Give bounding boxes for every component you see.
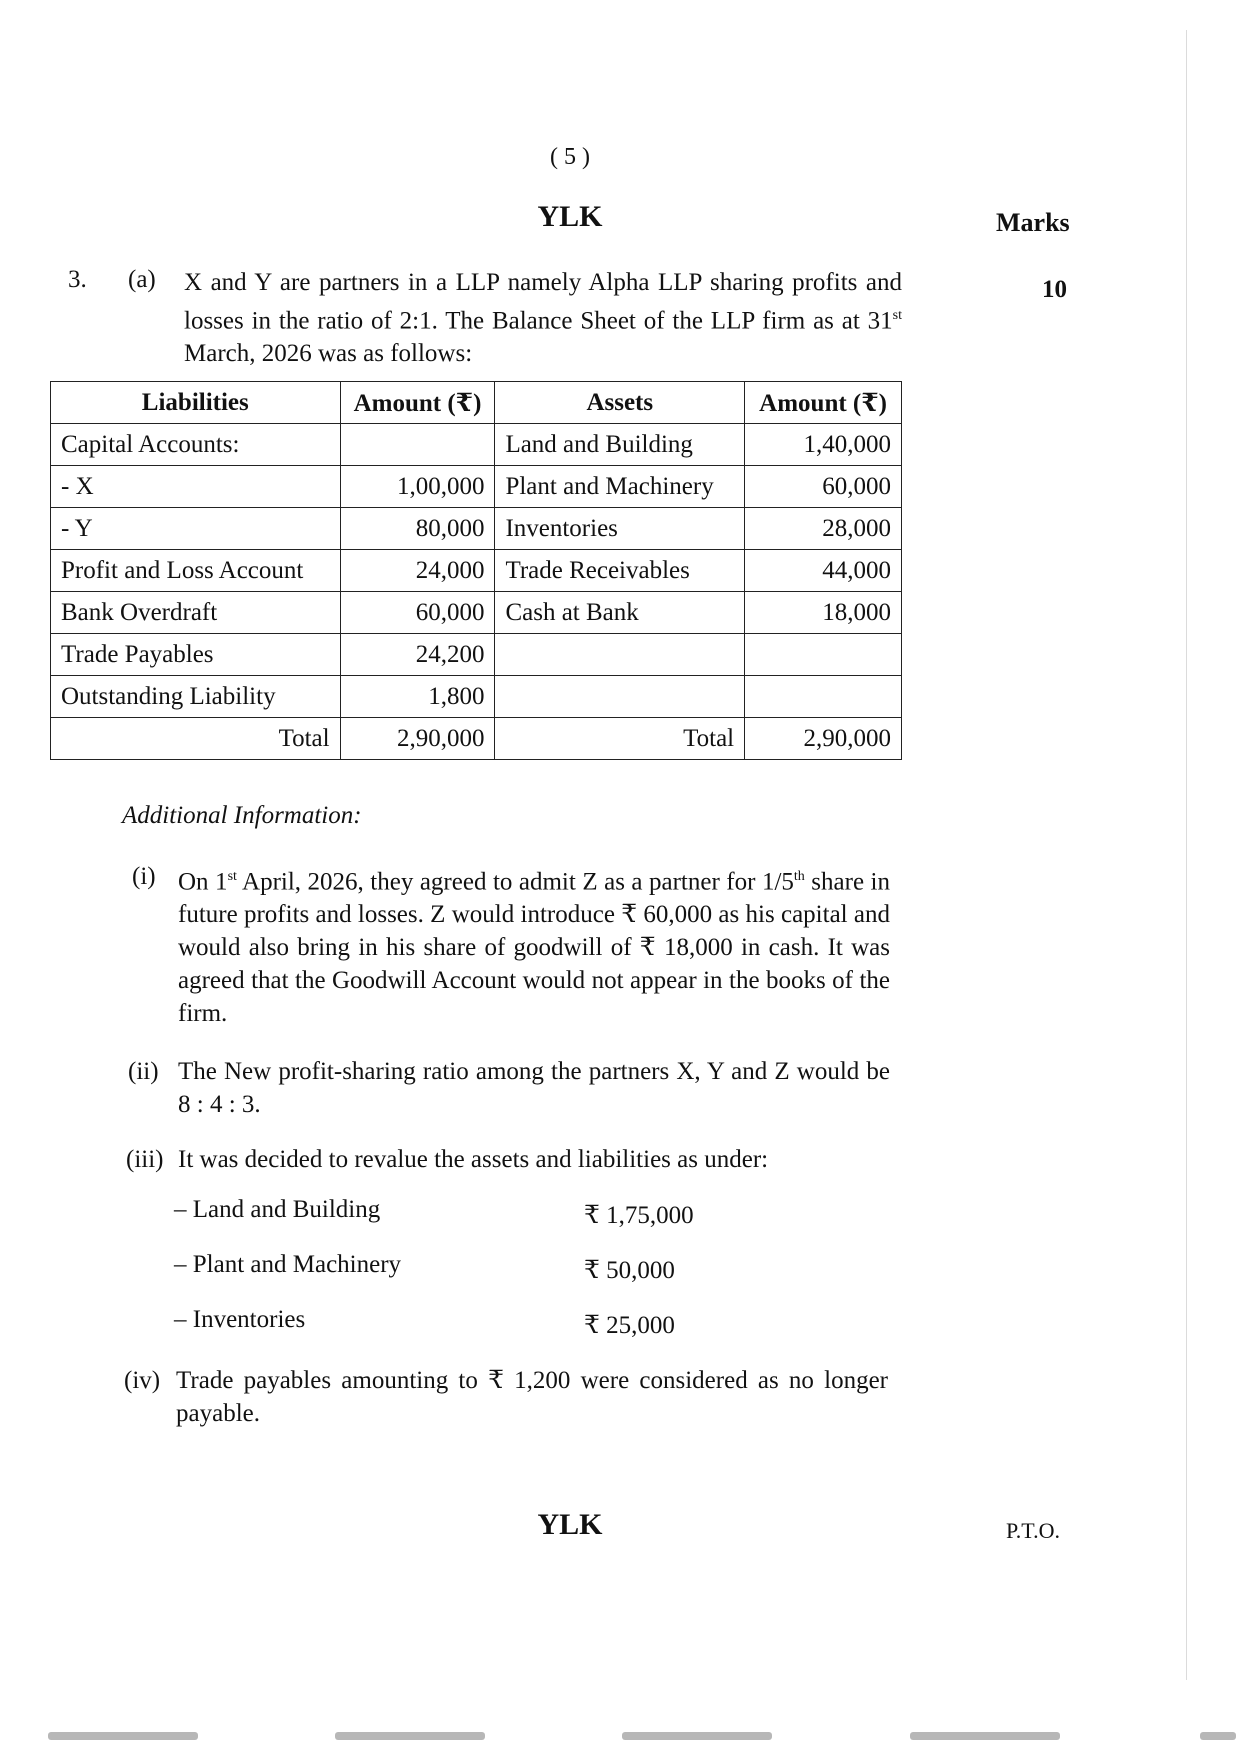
liability-amount: 24,000 [340, 550, 495, 592]
scan-margin-line [1186, 30, 1187, 1680]
scan-noise-strip [0, 1720, 1240, 1754]
liability-amount: 80,000 [340, 508, 495, 550]
liability-label: Outstanding Liability [51, 676, 341, 718]
asset-total-label: Total [495, 718, 745, 760]
question-intro [184, 266, 902, 370]
item-iv-numeral: (iv) [124, 1367, 161, 1394]
table-total-row [51, 718, 902, 760]
liability-label: - X [51, 466, 341, 508]
item-ii-text: The New profit-sharing ratio among the partners X, Y and Z would be 8 : 4 : 3. [178, 1058, 890, 1118]
pto-label: P.T.O. [1006, 1518, 1060, 1543]
item-i-text-b: April, 2026, they agreed to admit Z as a partner for 1/5 [236, 868, 794, 896]
liability-amount: 1,00,000 [340, 466, 495, 508]
liability-amount: 24,200 [340, 634, 495, 676]
additional-info-heading: Additional Information: [122, 802, 362, 829]
item-iii-text: It was decided to revalue the assets and liabilities as under: [178, 1146, 769, 1173]
header-liabilities-amount: Amount (₹) [340, 382, 495, 424]
asset-label: Trade Receivables [495, 550, 745, 592]
balance-sheet-table [50, 381, 902, 760]
table-row [51, 676, 902, 718]
item-ii-numeral: (ii) [128, 1058, 159, 1085]
revaluation-label: – Inventories [174, 1306, 306, 1333]
header-assets-amount: Amount (₹) [745, 382, 902, 424]
table-row [51, 550, 902, 592]
asset-amount: 1,40,000 [745, 424, 902, 466]
asset-label: Plant and Machinery [495, 466, 745, 508]
item-i-sup-b: th [793, 869, 805, 884]
question-number: 3. [68, 266, 87, 293]
item-iii-numeral: (iii) [126, 1146, 164, 1173]
liability-total-amount: 2,90,000 [340, 718, 495, 760]
header-assets: Assets [495, 382, 745, 424]
question-intro-sup: st [892, 308, 902, 323]
marks-heading: Marks [996, 208, 1070, 237]
table-row [51, 634, 902, 676]
item-i-text-c: share in future profits and losses. Z would introduce ₹ 60,000 as his capital and would also bring in his share of goodwill of ₹ 18,000 in cash. It was agreed that the Goodwill Account would not appear in the books of the firm. [178, 868, 890, 1028]
revaluation-amount: ₹ 25,000 [584, 1312, 675, 1339]
table-row [51, 424, 902, 466]
revaluation-label: – Land and Building [174, 1196, 381, 1223]
asset-label: Land and Building [495, 424, 745, 466]
liability-label: - Y [51, 508, 341, 550]
liability-total-label: Total [51, 718, 341, 760]
table-row [51, 508, 902, 550]
asset-label [495, 676, 745, 718]
asset-amount: 18,000 [745, 592, 902, 634]
table-header-row [51, 382, 902, 424]
asset-amount [745, 676, 902, 718]
item-i-sup-a: st [227, 869, 237, 884]
item-i-text [178, 860, 890, 1030]
asset-amount: 60,000 [745, 466, 902, 508]
liability-amount: 1,800 [340, 676, 495, 718]
asset-total-amount: 2,90,000 [745, 718, 902, 760]
question-intro-a: X and Y are partners in a LLP namely Alpha LLP sharing profits and losses in the ratio of 2:1. The Balance Sheet of the LLP firm as at 31 [184, 269, 902, 335]
item-i-text-a: On 1 [178, 868, 228, 896]
asset-label: Inventories [495, 508, 745, 550]
liability-label: Trade Payables [51, 634, 341, 676]
asset-amount: 28,000 [745, 508, 902, 550]
paper-code-header: YLK [537, 200, 603, 233]
item-i-numeral: (i) [132, 863, 156, 890]
header-liabilities: Liabilities [51, 382, 341, 424]
asset-label: Cash at Bank [495, 592, 745, 634]
table-row [51, 466, 902, 508]
question-intro-b: March, 2026 was as follows: [184, 340, 473, 368]
asset-label [495, 634, 745, 676]
liability-amount: 60,000 [340, 592, 495, 634]
asset-amount: 44,000 [745, 550, 902, 592]
asset-amount [745, 634, 902, 676]
table-row [51, 592, 902, 634]
item-iv-text: Trade payables amounting to ₹ 1,200 were considered as no longer payable. [176, 1367, 888, 1427]
liability-label: Bank Overdraft [51, 592, 341, 634]
liability-label: Profit and Loss Account [51, 550, 341, 592]
revaluation-label: – Plant and Machinery [174, 1251, 402, 1278]
liability-amount [340, 424, 495, 466]
liability-label: Capital Accounts: [51, 424, 341, 466]
question-marks: 10 [1042, 276, 1067, 303]
page-number: ( 5 ) [550, 144, 590, 170]
revaluation-amount: ₹ 1,75,000 [584, 1202, 694, 1229]
question-part: (a) [128, 266, 156, 293]
paper-code-footer: YLK [537, 1508, 603, 1541]
revaluation-amount: ₹ 50,000 [584, 1257, 675, 1284]
